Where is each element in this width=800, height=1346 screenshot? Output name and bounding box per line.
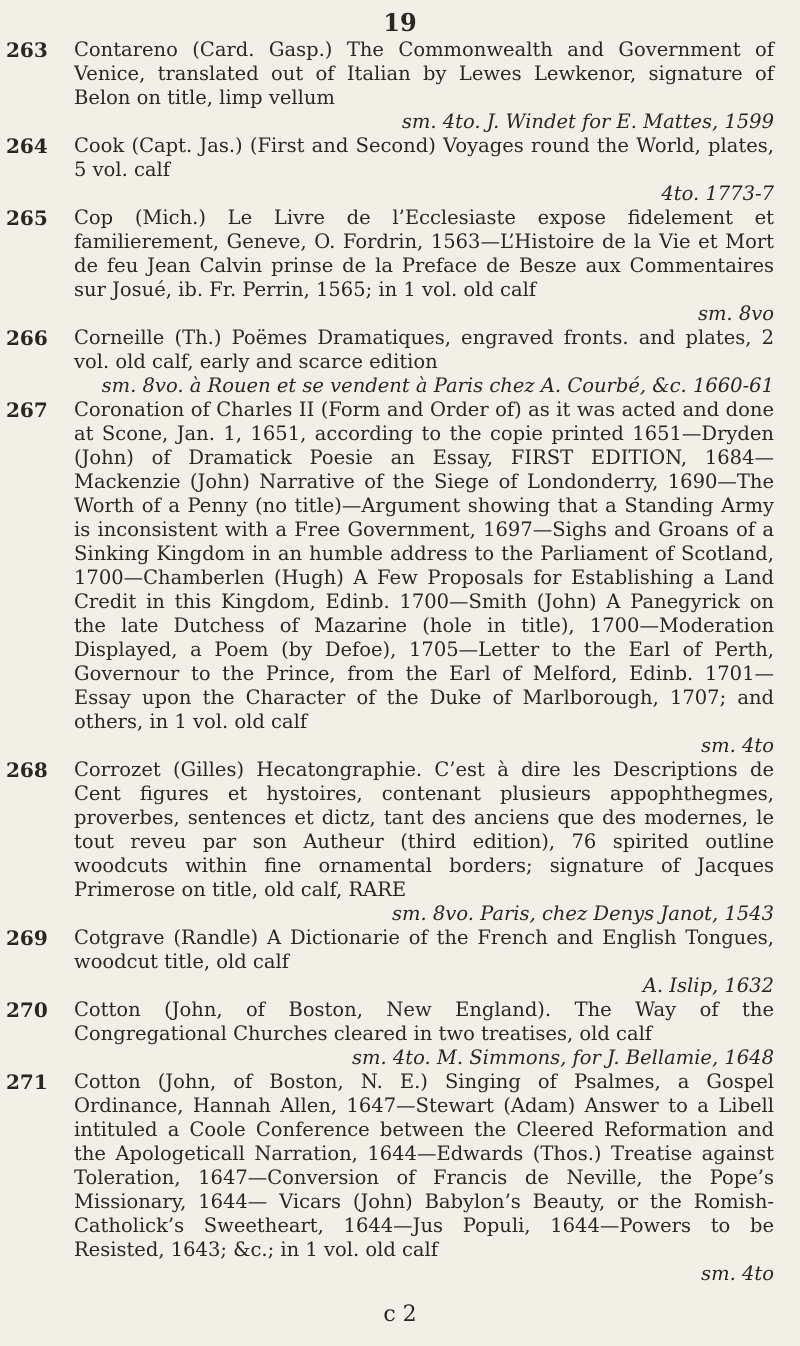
entry-imprint: sm. 8vo. Paris, chez Denys Janot, 1543 [392,902,774,925]
entry-imprint: 4to. 1773-7 [661,182,774,205]
catalogue-entry [0,1070,800,1286]
entry-description: Cotton (John, of Boston, N. E.) Singing of Psalmes, a Gospel Ordinance, Hannah Allen, 1647—Stewart (Adam) Answer to a Libell intituled a Coole Conference between the Cleered Reformation and the Apologeticall Narration, 1644—Edwards (Thos.) Treatise against Toleration, 1647—Conversion of Francis de Neville, the Pope’s Missionary, 1644— Vicars (John) Babylon’s Beauty, or the Romish-Catholick’s Sweetheart, 1644—Jus Populi, 1644—Powers to be Resisted, 1643; &c.; in 1 vol. old calf [74,1070,774,1261]
lot-number: 268 [6,758,48,782]
entry-imprint: sm. 4to. M. Simmons, for J. Bellamie, 1648 [351,1046,774,1069]
lot-number: 270 [6,998,48,1022]
lot-number: 263 [6,38,48,62]
catalogue-entry [0,38,800,134]
catalogue-entry [0,206,800,326]
entry-imprint: sm. 4to [701,734,774,757]
entry-description: Cook (Capt. Jas.) (First and Second) Voyages round the World, plates, 5 vol. calf [74,134,774,181]
lot-number: 265 [6,206,48,230]
entry-imprint: sm. 4to. J. Windet for E. Mattes, 1599 [401,110,774,133]
entry-description: Contareno (Card. Gasp.) The Commonwealth and Government of Venice, translated out of Italian by Lewes Lewkenor, signature of Belon on title, limp vellum [74,38,774,109]
entry-imprint: A. Islip, 1632 [642,974,774,997]
catalogue-entry [0,998,800,1070]
catalogue-entry [0,398,800,758]
entry-imprint: sm. 8vo. à Rouen et se vendent à Paris chez A. Courbé, &c. 1660-61 [101,374,774,397]
entry-description: Corrozet (Gilles) Hecatongraphie. C’est à dire les Descriptions de Cent figures et hystoires, contenant plusieurs appophthegmes, proverbes, sentences et dictz, tant des anciens que des modernes, le tout reveu par son Autheur (third edition), 76 spirited outline woodcuts within fine ornamental borders; signature of Jacques Primerose on title, old calf, RARE [74,758,774,901]
catalogue-entries [0,38,800,1286]
entry-description: Coronation of Charles II (Form and Order of) as it was acted and done at Scone, Jan. 1, 1651, according to the copie printed 1651—Dryden (John) of Dramatick Poesie an Essay, FIRST EDITION, 1684—Mackenzie (John) Narrative of the Siege of Londonderry, 1690—The Worth of a Penny (no title)—Argument showing that a Standing Army is inconsistent with a Free Government, 1697—Sighs and Groans of a Sinking Kingdom in an humble address to the Parliament of Scotland, 1700—Chamberlen (Hugh) A Few Proposals for Establishing a Land Credit in this Kingdom, Edinb. 1700—Smith (John) A Panegyrick on the late Dutchess of Mazarine (hole in title), 1700—Moderation Displayed, a Poem (by Defoe), 1705—Letter to the Earl of Perth, Governour to the Prince, from the Earl of Melford, Edinb. 1701—Essay upon the Character of the Duke of Marlborough, 1707; and others, in 1 vol. old calf [74,398,774,733]
lot-number: 271 [6,1070,48,1094]
entry-imprint: sm. 4to [701,1262,774,1285]
signature-mark: c 2 [383,1302,417,1327]
lot-number: 266 [6,326,48,350]
lot-number: 269 [6,926,48,950]
entry-description: Cotgrave (Randle) A Dictionarie of the French and English Tongues, woodcut title, old calf [74,926,774,973]
entry-imprint: sm. 8vo [697,302,774,325]
catalogue-entry [0,326,800,398]
page-number: 19 [383,8,417,37]
catalogue-entry [0,758,800,926]
lot-number: 264 [6,134,48,158]
catalogue-entry [0,926,800,998]
catalogue-entry [0,134,800,206]
lot-number: 267 [6,398,48,422]
entry-description: Cotton (John, of Boston, New England). The Way of the Congregational Churches cleared in two treatises, old calf [74,998,774,1045]
entry-description: Cop (Mich.) Le Livre de l’Ecclesiaste expose fidelement et familierement, Geneve, O. Fordrin, 1563—L’Histoire de la Vie et Mort de feu Jean Calvin prinse de la Preface de Besze aux Commentaires sur Josué, ib. Fr. Perrin, 1565; in 1 vol. old calf [74,206,774,301]
entry-description: Corneille (Th.) Poëmes Dramatiques, engraved fronts. and plates, 2 vol. old calf, early and scarce edition [74,326,774,373]
